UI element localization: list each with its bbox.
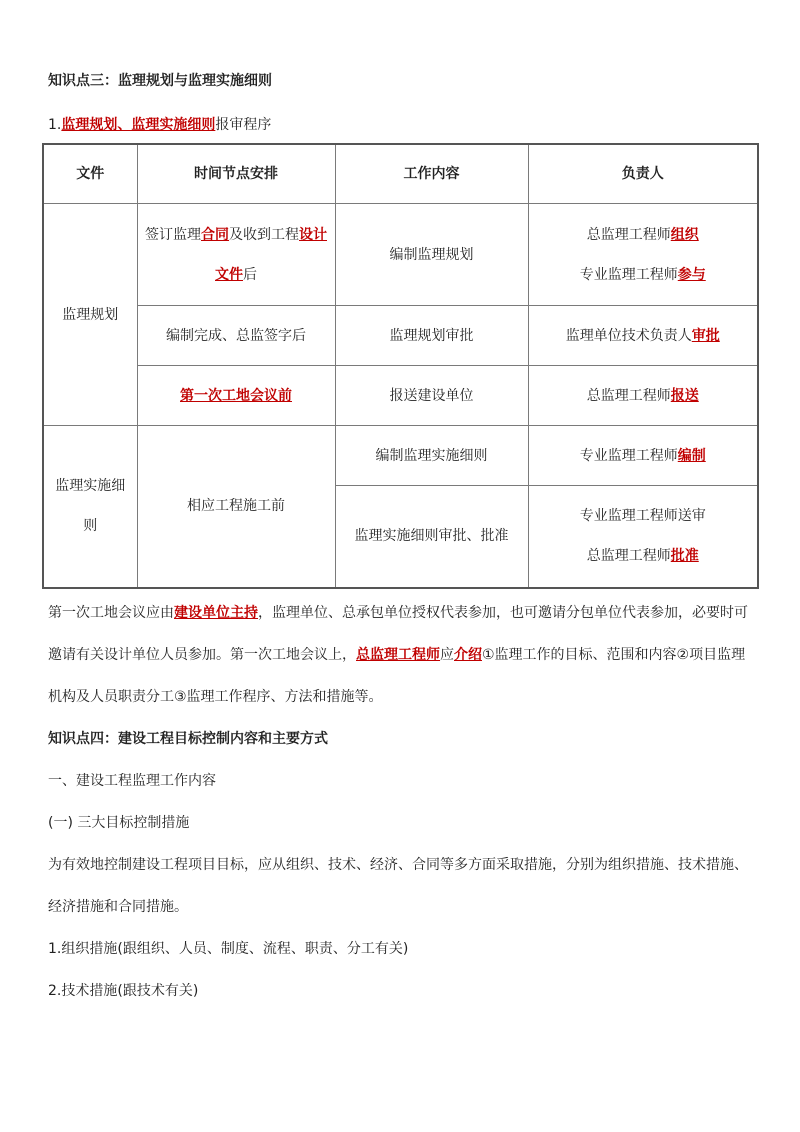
para-text: 应 (440, 647, 454, 663)
cell-text: 监理实施细则审批、批准 (354, 528, 509, 545)
header-cell: 时间节点安排 (137, 144, 335, 204)
cell-text: 编制监理规划 (389, 246, 474, 263)
section4-item1: 一、建设工程监理工作内容 (48, 773, 216, 789)
table-row (43, 306, 758, 366)
doc-label: 监理规划 (62, 306, 119, 323)
doc-cell-detail (43, 426, 137, 588)
highlight-text: 总监理工程师 (356, 647, 440, 663)
resp-cell (528, 426, 758, 486)
header-cell: 负责人 (528, 144, 758, 204)
work-cell (335, 306, 528, 366)
cell-text: 相应工程施工前 (187, 498, 285, 515)
cell-text: 专业监理工程师 (579, 266, 678, 283)
cell-text: 专业监理工程师 (579, 447, 678, 464)
highlight-text: 审批 (691, 327, 720, 344)
resp-cell (528, 486, 758, 588)
header-cell: 文件 (43, 144, 137, 204)
highlight-text: 参与 (677, 266, 706, 283)
section4-heading: 知识点四：建设工程目标控制内容和主要方式 (48, 731, 328, 747)
section3-heading: 知识点三：监理规划与监理实施细则 (48, 73, 272, 89)
highlight-text: 介绍 (454, 647, 482, 663)
subtitle-highlight: 监理规划、监理实施细则 (61, 117, 216, 133)
highlight-text: 文件 (215, 266, 243, 283)
time-cell (137, 426, 335, 588)
table-row (43, 204, 758, 306)
section4-list2: 2.技术措施(跟技术有关) (48, 983, 199, 999)
work-cell (335, 204, 528, 306)
time-cell (137, 306, 335, 366)
table-row (43, 366, 758, 426)
para-text: 邀请有关设计单位人员参加。第一次工地会议上， (48, 647, 356, 663)
section3-subtitle (48, 114, 271, 134)
table-header-row (43, 144, 758, 204)
cell-text: 编制完成、总监签字后 (166, 327, 306, 344)
header-cell: 工作内容 (335, 144, 528, 204)
table-row (43, 426, 758, 486)
work-cell (335, 366, 528, 426)
subtitle-suffix: 报审程序 (215, 117, 272, 133)
resp-cell (528, 366, 758, 426)
cell-text: 监理单位技术负责人 (565, 327, 692, 344)
cell-text: 总监理工程师 (586, 548, 671, 565)
highlight-text: 批准 (670, 548, 699, 565)
cell-text: 签订监理 (145, 226, 201, 243)
cell-text: 专业监理工程师送审 (579, 508, 706, 525)
cell-text: 监理规划审批 (389, 327, 474, 344)
highlight-text: 编制 (677, 447, 706, 464)
para1-line1 (48, 602, 748, 622)
cell-text: 及收到工程 (229, 226, 299, 243)
para-text: 第一次工地会议应由 (48, 605, 174, 621)
section4-item2: (一) 三大目标控制措施 (48, 815, 190, 831)
section4-list1: 1.组织措施(跟组织、人员、制度、流程、职责、分工有关) (48, 941, 409, 957)
highlight-text: 报送 (670, 387, 699, 404)
cell-text: 总监理工程师 (586, 387, 671, 404)
doc-cell-plan (43, 204, 137, 426)
cell-text: 编制监理实施细则 (375, 447, 488, 464)
cell-text: 后 (243, 266, 257, 283)
subtitle-prefix: 1. (48, 117, 62, 133)
highlight-text: 组织 (670, 226, 699, 243)
highlight-text: 设计 (299, 226, 327, 243)
highlight-text: 合同 (201, 226, 229, 243)
cell-text: 总监理工程师 (586, 226, 671, 243)
para1-line2 (48, 644, 745, 664)
work-cell (335, 486, 528, 588)
para-text: ①监理工作的目标、范围和内容②项目监理 (482, 647, 746, 663)
time-cell (137, 204, 335, 306)
work-cell (335, 426, 528, 486)
time-cell (137, 366, 335, 426)
cell-text: 报送建设单位 (389, 387, 474, 404)
resp-cell (528, 204, 758, 306)
section4-para-line2: 经济措施和合同措施。 (48, 899, 188, 915)
resp-cell (528, 306, 758, 366)
doc-label: 则 (83, 518, 98, 535)
doc-label: 监理实施细 (55, 478, 126, 495)
para-text: ，监理单位、总承包单位授权代表参加，也可邀请分包单位代表参加，必要时可 (258, 605, 748, 621)
highlight-text: 建设单位主持 (174, 605, 258, 621)
para1-line3: 机构及人员职责分工③监理工作程序、方法和措施等。 (48, 689, 383, 705)
section4-para-line1: 为有效地控制建设工程项目目标，应从组织、技术、经济、合同等多方面采取措施，分别为组织措施、技术措施、 (48, 857, 748, 873)
highlight-text: 第一次工地会议前 (180, 387, 292, 404)
procedure-table (42, 143, 759, 589)
